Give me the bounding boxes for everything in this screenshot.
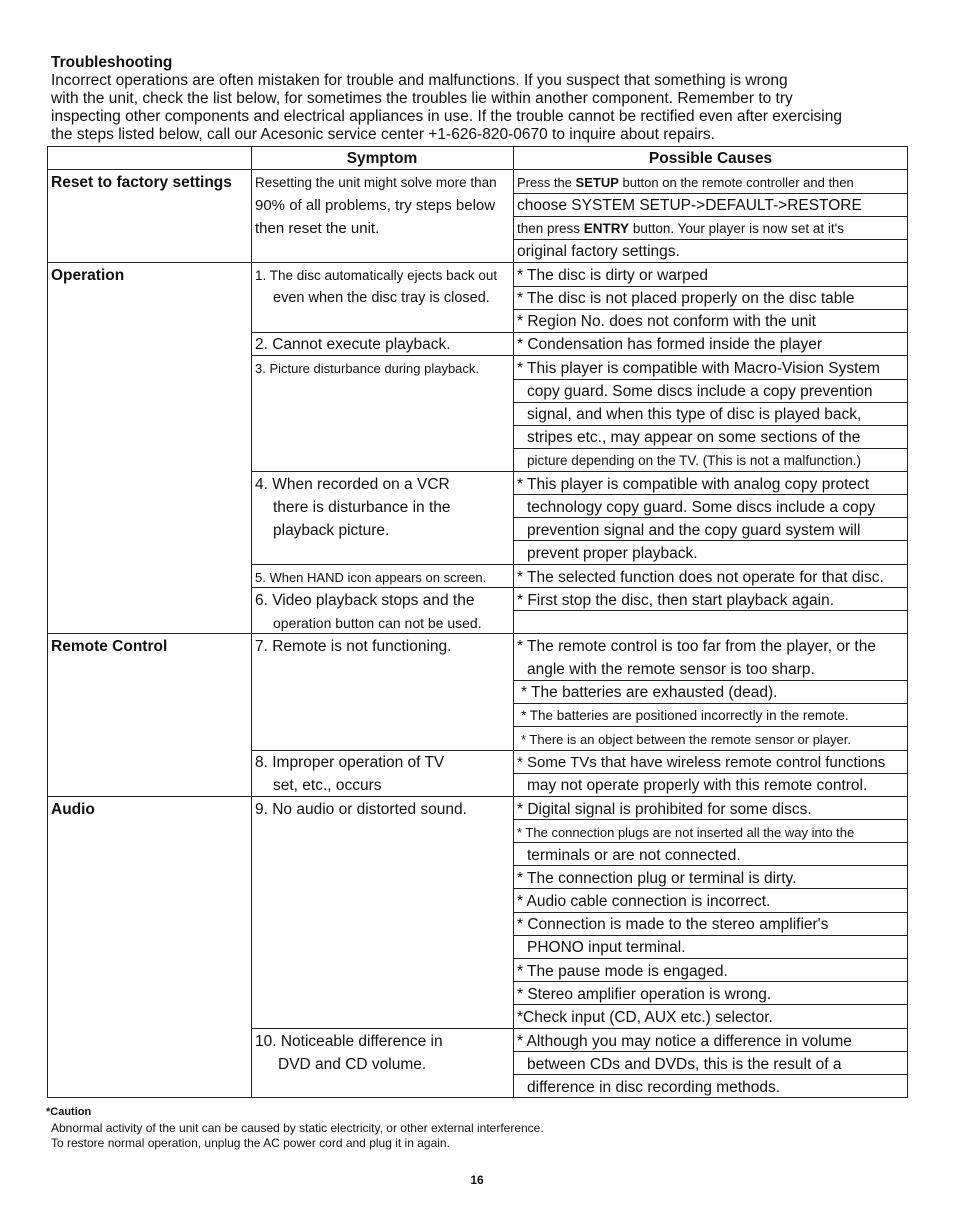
cause-text: * The remote control is too far from the player, or the (517, 638, 876, 655)
symptom-text: set, etc., occurs (273, 777, 382, 794)
section-divider (47, 262, 908, 263)
symptom-text: 1. The disc automatically ejects back out (255, 268, 498, 283)
intro-line: with the unit, check the list below, for sometimes the troubles lie within another component. Remember to try (51, 90, 793, 107)
cause-text: * Condensation has formed inside the player (517, 336, 823, 353)
cause-text: * The selected function does not operate for that disc. (517, 569, 884, 586)
symptom-text: 90% of all problems, try steps below (255, 197, 496, 214)
caution-text: Abnormal activity of the unit can be caused by static electricity, or other external interference. (51, 1121, 544, 1135)
cause-text: stripes etc., may appear on some sections of the (527, 429, 861, 446)
cause-text: * The disc is not placed properly on the disc table (517, 290, 855, 307)
table-border-right (907, 146, 908, 1098)
column-divider-causes (513, 146, 514, 1098)
caution-heading: *Caution (46, 1106, 92, 1118)
cause-text: * Stereo amplifier operation is wrong. (517, 986, 772, 1003)
category-remote-control: Remote Control (51, 638, 168, 655)
page-title: Troubleshooting (51, 54, 173, 71)
cause-text: * Region No. does not conform with the unit (517, 313, 816, 330)
category-audio: Audio (51, 801, 95, 818)
symptom-text: 3. Picture disturbance during playback. (255, 361, 480, 376)
category-reset: Reset to factory settings (51, 174, 232, 191)
cause-text: then press ENTRY button. Your player is now set at it's (517, 221, 845, 236)
cause-text: prevention signal and the copy guard system will (527, 522, 861, 539)
troubleshooting-table (47, 146, 908, 1098)
cause-text: may not operate properly with this remote control. (527, 777, 868, 794)
caution-text: To restore normal operation, unplug the AC power cord and plug it in again. (51, 1136, 450, 1150)
cause-text: picture depending on the TV. (This is not a malfunction.) (527, 453, 861, 468)
cause-text: PHONO input terminal. (527, 939, 686, 956)
cause-text: * The pause mode is engaged. (517, 963, 728, 980)
table-border-left (47, 146, 48, 1098)
cause-text: *Check input (CD, AUX etc.) selector. (517, 1009, 773, 1026)
cause-text: * This player is compatible with Macro-Vision System (517, 360, 880, 377)
symptom-text: 4. When recorded on a VCR (255, 476, 450, 493)
symptom-text: 10. Noticeable difference in (255, 1033, 443, 1050)
intro-line: inspecting other components and electrical appliances in use. If the trouble cannot be rectified even after exercising (51, 108, 842, 125)
symptom-text: 9. No audio or distorted sound. (255, 801, 467, 818)
cause-text: * Digital signal is prohibited for some discs. (517, 801, 812, 818)
symptom-text: even when the disc tray is closed. (273, 290, 490, 306)
causes-column-header: Possible Causes (648, 150, 773, 167)
cause-text: * There is an object between the remote sensor or player. (521, 732, 852, 747)
cause-text: * The disc is dirty or warped (517, 267, 708, 284)
cause-text: Press the SETUP button on the remote controller and then (517, 175, 854, 190)
cause-text: * The connection plug or terminal is dirty. (517, 870, 797, 887)
page-number: 16 (470, 1173, 484, 1187)
category-operation: Operation (51, 267, 125, 284)
symptom-text: then reset the unit. (255, 220, 380, 237)
cause-text: prevent proper playback. (527, 545, 698, 562)
cause-text: * Some TVs that have wireless remote control functions (517, 754, 886, 771)
intro-line: Incorrect operations are often mistaken for trouble and malfunctions. If you suspect that something is wrong (51, 72, 788, 89)
symptom-text: 8. Improper operation of TV (255, 754, 445, 771)
cause-text: * Audio cable connection is incorrect. (517, 893, 771, 910)
cause-text: copy guard. Some discs include a copy prevention (527, 383, 873, 400)
cause-text: angle with the remote sensor is too sharp. (527, 661, 815, 678)
symptom-column-header: Symptom (346, 150, 418, 167)
cause-text: * This player is compatible with analog copy protect (517, 476, 870, 493)
symptom-text: operation button can not be used. (273, 615, 482, 631)
cause-text: * The batteries are positioned incorrectly in the remote. (521, 708, 849, 723)
intro-line: the steps listed below, call our Acesonic service center +1-626-820-0670 to inquire about repairs. (51, 126, 715, 143)
cause-text: terminals or are not connected. (527, 847, 741, 864)
symptom-text: 5. When HAND icon appears on screen. (255, 570, 487, 585)
column-divider-symptom (251, 146, 252, 1098)
symptom-text: Resetting the unit might solve more than (255, 175, 497, 190)
cause-text: original factory settings. (517, 243, 680, 260)
cause-text: choose SYSTEM SETUP->DEFAULT->RESTORE (517, 197, 862, 214)
cause-text: signal, and when this type of disc is played back, (527, 406, 862, 423)
symptom-text: there is disturbance in the (273, 499, 451, 516)
cause-text: difference in disc recording methods. (527, 1079, 781, 1096)
symptom-text: 7. Remote is not functioning. (255, 638, 452, 655)
symptom-text: DVD and CD volume. (278, 1056, 427, 1073)
symptom-text: 6. Video playback stops and the (255, 592, 475, 609)
cause-text: * The batteries are exhausted (dead). (521, 684, 778, 701)
cause-text: between CDs and DVDs, this is the result of a (527, 1056, 842, 1073)
intro-paragraph (51, 72, 921, 144)
cause-text: * Although you may notice a difference in volume (517, 1033, 852, 1050)
cause-text: technology copy guard. Some discs include a copy (527, 499, 876, 516)
symptom-text: 2. Cannot execute playback. (255, 336, 451, 353)
symptom-text: playback picture. (273, 522, 390, 539)
cause-text: * The connection plugs are not inserted all the way into the (517, 825, 855, 840)
cause-text: * First stop the disc, then start playback again. (517, 592, 835, 609)
cause-text: * Connection is made to the stereo amplifier's (517, 916, 829, 933)
